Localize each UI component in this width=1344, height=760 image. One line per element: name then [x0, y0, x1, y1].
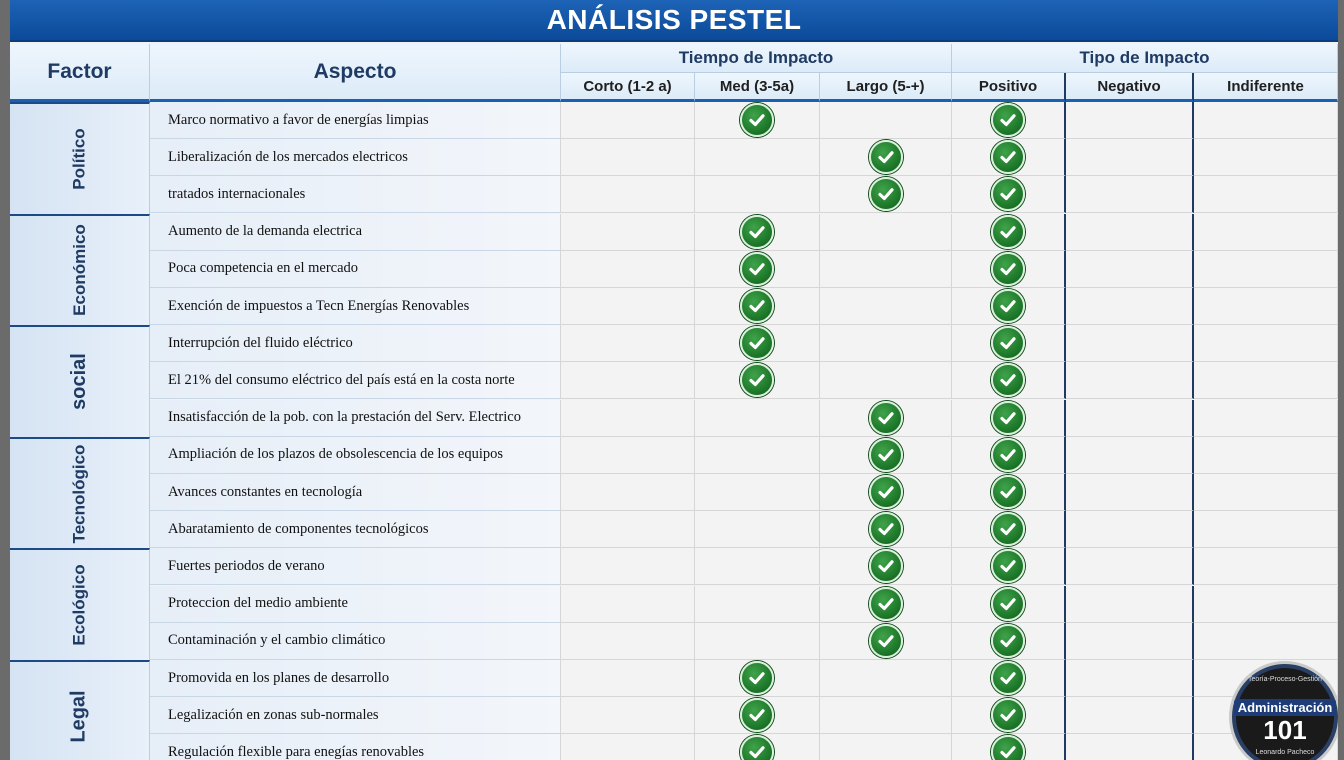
check-icon: [991, 698, 1025, 732]
med-cell: [695, 251, 820, 288]
factor-label: Tecnológico: [69, 444, 89, 544]
corto-cell: [561, 697, 695, 734]
corto-cell: [561, 288, 695, 325]
table-row: [10, 176, 1338, 213]
col-header-med: Med (3-5a): [695, 73, 820, 102]
aspect-cell: El 21% del consumo eléctrico del país está en la costa norte: [150, 362, 561, 399]
largo-cell: [820, 697, 952, 734]
table-row: [10, 251, 1338, 288]
aspect-cell: Marco normativo a favor de energías limpias: [150, 102, 561, 139]
largo-cell: [820, 511, 952, 548]
check-icon: [991, 401, 1025, 435]
time-impact-header: Tiempo de Impacto: [561, 44, 952, 73]
check-icon: [740, 363, 774, 397]
indiferente-cell: [1194, 176, 1338, 213]
check-icon: [869, 475, 903, 509]
indiferente-cell: [1194, 139, 1338, 176]
check-icon: [869, 438, 903, 472]
negativo-cell: [1066, 437, 1194, 474]
factor-label: Legal: [68, 690, 90, 743]
corto-cell: [561, 586, 695, 623]
positivo-cell: [952, 697, 1066, 734]
positivo-cell: [952, 400, 1066, 437]
med-cell: [695, 139, 820, 176]
administracion-101-logo: [1232, 664, 1338, 760]
negativo-cell: [1066, 102, 1194, 139]
check-icon: [869, 549, 903, 583]
indiferente-cell: [1194, 102, 1338, 139]
indiferente-cell: [1194, 362, 1338, 399]
largo-cell: [820, 586, 952, 623]
negativo-cell: [1066, 586, 1194, 623]
med-cell: [695, 623, 820, 660]
aspect-cell: Abaratamiento de componentes tecnológicos: [150, 511, 561, 548]
largo-cell: [820, 288, 952, 325]
table-row: [10, 437, 1338, 474]
largo-cell: [820, 325, 952, 362]
col-header-corto: Corto (1-2 a): [561, 73, 695, 102]
largo-cell: [820, 176, 952, 213]
aspect-cell: tratados internacionales: [150, 176, 561, 213]
table-row: [10, 288, 1338, 325]
check-icon: [991, 475, 1025, 509]
col-header-indiferente: Indiferente: [1194, 73, 1338, 102]
corto-cell: [561, 474, 695, 511]
table-row: [10, 697, 1338, 734]
indiferente-cell: [1194, 437, 1338, 474]
corto-cell: [561, 400, 695, 437]
aspect-cell: Promovida en los planes de desarrollo: [150, 660, 561, 697]
positivo-cell: [952, 102, 1066, 139]
med-cell: [695, 734, 820, 760]
check-icon: [991, 512, 1025, 546]
corto-cell: [561, 102, 695, 139]
corto-cell: [561, 176, 695, 213]
check-icon: [869, 512, 903, 546]
indiferente-cell: [1194, 214, 1338, 251]
med-cell: [695, 660, 820, 697]
aspect-cell: Interrupción del fluido eléctrico: [150, 325, 561, 362]
aspect-cell: Liberalización de los mercados electricos: [150, 139, 561, 176]
aspect-cell: Insatisfacción de la pob. con la prestación del Serv. Electrico: [150, 400, 561, 437]
check-icon: [991, 252, 1025, 286]
check-icon: [991, 215, 1025, 249]
negativo-cell: [1066, 400, 1194, 437]
table-row: [10, 511, 1338, 548]
corto-cell: [561, 660, 695, 697]
check-icon: [991, 624, 1025, 658]
corto-cell: [561, 623, 695, 660]
check-icon: [991, 103, 1025, 137]
negativo-cell: [1066, 362, 1194, 399]
aspect-cell: Contaminación y el cambio climático: [150, 623, 561, 660]
med-cell: [695, 586, 820, 623]
largo-cell: [820, 251, 952, 288]
largo-cell: [820, 734, 952, 760]
aspect-cell: Aumento de la demanda electrica: [150, 214, 561, 251]
med-cell: [695, 325, 820, 362]
negativo-cell: [1066, 660, 1194, 697]
table-row: [10, 660, 1338, 697]
corto-cell: [561, 251, 695, 288]
col-header-largo: Largo (5-+): [820, 73, 952, 102]
check-icon: [740, 735, 774, 760]
positivo-cell: [952, 288, 1066, 325]
page-title: ANÁLISIS PESTEL: [10, 0, 1338, 42]
check-icon: [991, 177, 1025, 211]
table-row: [10, 325, 1338, 362]
check-icon: [740, 103, 774, 137]
aspect-cell: Poca competencia en el mercado: [150, 251, 561, 288]
check-icon: [869, 177, 903, 211]
logo-bottom-text: Leonardo Pacheco: [1255, 749, 1315, 756]
positivo-cell: [952, 734, 1066, 760]
corto-cell: [561, 548, 695, 585]
logo-top-text: Teoría-Proceso-Gestión: [1248, 676, 1322, 683]
largo-cell: [820, 474, 952, 511]
check-icon: [991, 587, 1025, 621]
negativo-cell: [1066, 623, 1194, 660]
positivo-cell: [952, 660, 1066, 697]
check-icon: [740, 215, 774, 249]
negativo-cell: [1066, 176, 1194, 213]
corto-cell: [561, 511, 695, 548]
negativo-cell: [1066, 251, 1194, 288]
table-row: [10, 474, 1338, 511]
corto-cell: [561, 139, 695, 176]
check-icon: [991, 438, 1025, 472]
med-cell: [695, 362, 820, 399]
table-row: [10, 400, 1338, 437]
negativo-cell: [1066, 697, 1194, 734]
factor-label: Económico: [69, 224, 89, 317]
aspect-cell: Legalización en zonas sub-normales: [150, 697, 561, 734]
largo-cell: [820, 548, 952, 585]
positivo-cell: [952, 176, 1066, 213]
med-cell: [695, 176, 820, 213]
indiferente-cell: [1194, 623, 1338, 660]
table-row: [10, 102, 1338, 139]
med-cell: [695, 697, 820, 734]
negativo-cell: [1066, 548, 1194, 585]
indiferente-cell: [1194, 511, 1338, 548]
indiferente-cell: [1194, 251, 1338, 288]
type-impact-header: Tipo de Impacto: [952, 44, 1338, 73]
check-icon: [991, 735, 1025, 760]
indiferente-cell: [1194, 548, 1338, 585]
med-cell: [695, 437, 820, 474]
largo-cell: [820, 362, 952, 399]
check-icon: [991, 363, 1025, 397]
check-icon: [991, 140, 1025, 174]
factor-label: Ecológico: [69, 564, 89, 646]
negativo-cell: [1066, 288, 1194, 325]
largo-cell: [820, 400, 952, 437]
positivo-cell: [952, 586, 1066, 623]
largo-cell: [820, 623, 952, 660]
corto-cell: [561, 437, 695, 474]
positivo-cell: [952, 139, 1066, 176]
aspect-cell: Ampliación de los plazos de obsolescencia de los equipos: [150, 437, 561, 474]
largo-cell: [820, 437, 952, 474]
logo-number: 101: [1263, 714, 1307, 745]
check-icon: [869, 587, 903, 621]
logo-main-text: Administración: [1234, 699, 1337, 716]
negativo-cell: [1066, 139, 1194, 176]
positivo-cell: [952, 325, 1066, 362]
factor-label: Político: [69, 128, 89, 190]
positivo-cell: [952, 362, 1066, 399]
check-icon: [869, 624, 903, 658]
corto-cell: [561, 214, 695, 251]
aspect-header: Aspecto: [150, 44, 561, 102]
check-icon: [991, 289, 1025, 323]
positivo-cell: [952, 623, 1066, 660]
table-row: [10, 548, 1338, 585]
med-cell: [695, 400, 820, 437]
positivo-cell: [952, 437, 1066, 474]
check-icon: [869, 401, 903, 435]
check-icon: [740, 661, 774, 695]
med-cell: [695, 102, 820, 139]
largo-cell: [820, 214, 952, 251]
col-header-positivo: Positivo: [952, 73, 1066, 102]
table-row: [10, 623, 1338, 660]
negativo-cell: [1066, 214, 1194, 251]
table-row: [10, 362, 1338, 399]
negativo-cell: [1066, 734, 1194, 760]
largo-cell: [820, 660, 952, 697]
indiferente-cell: [1194, 325, 1338, 362]
check-icon: [991, 549, 1025, 583]
check-icon: [991, 326, 1025, 360]
med-cell: [695, 474, 820, 511]
table-row: [10, 214, 1338, 251]
indiferente-cell: [1194, 400, 1338, 437]
med-cell: [695, 548, 820, 585]
check-icon: [991, 661, 1025, 695]
med-cell: [695, 511, 820, 548]
indiferente-cell: [1194, 586, 1338, 623]
table-row: [10, 139, 1338, 176]
check-icon: [740, 289, 774, 323]
largo-cell: [820, 102, 952, 139]
aspect-cell: Avances constantes en tecnología: [150, 474, 561, 511]
factor-label: social: [67, 353, 90, 411]
aspect-cell: Proteccion del medio ambiente: [150, 586, 561, 623]
negativo-cell: [1066, 511, 1194, 548]
positivo-cell: [952, 548, 1066, 585]
pestel-sheet: [10, 0, 1338, 760]
check-icon: [740, 326, 774, 360]
largo-cell: [820, 139, 952, 176]
indiferente-cell: [1194, 288, 1338, 325]
corto-cell: [561, 734, 695, 760]
aspect-cell: Exención de impuestos a Tecn Energías Renovables: [150, 288, 561, 325]
check-icon: [869, 140, 903, 174]
positivo-cell: [952, 474, 1066, 511]
check-icon: [740, 698, 774, 732]
positivo-cell: [952, 251, 1066, 288]
positivo-cell: [952, 214, 1066, 251]
aspect-cell: Regulación flexible para enegías renovables: [150, 734, 561, 760]
negativo-cell: [1066, 325, 1194, 362]
table-row: [10, 586, 1338, 623]
factor-header: Factor: [10, 44, 150, 102]
corto-cell: [561, 325, 695, 362]
col-header-negativo: Negativo: [1066, 73, 1194, 102]
check-icon: [740, 252, 774, 286]
positivo-cell: [952, 511, 1066, 548]
table-row: [10, 734, 1338, 760]
aspect-cell: Fuertes periodos de verano: [150, 548, 561, 585]
indiferente-cell: [1194, 474, 1338, 511]
negativo-cell: [1066, 474, 1194, 511]
corto-cell: [561, 362, 695, 399]
med-cell: [695, 214, 820, 251]
med-cell: [695, 288, 820, 325]
